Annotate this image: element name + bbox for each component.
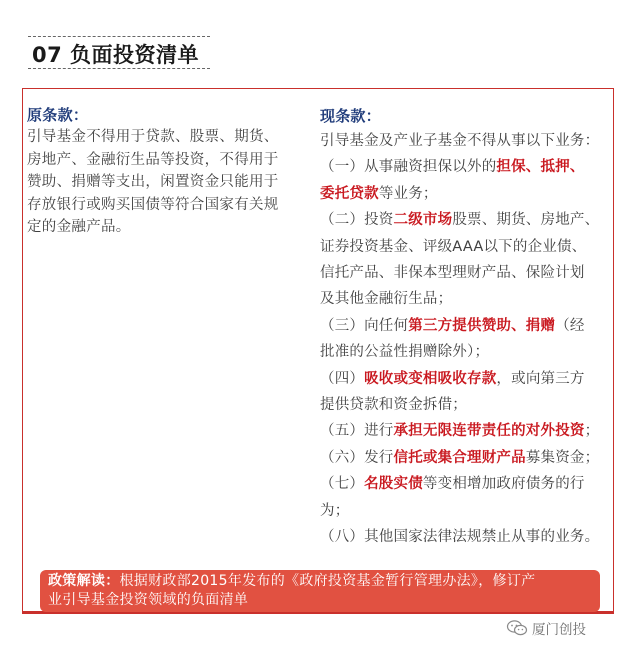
title-top-rule [28,36,210,37]
highlight-text: 担保、抵押、 [496,159,585,176]
highlight-text: 承担无限连带责任的对外投资 [393,423,585,440]
card-bottom-rule [22,612,614,614]
policy-text: 根据财政部2015年发布的《政府投资基金暂行管理办法》，修订产 [119,573,536,589]
clause-item-2-cont: 证券投资基金、评级AAA以下的企业债、 [320,238,587,255]
highlight-text: 名股实债 [364,476,423,493]
original-clause-line: 房地产、金融衍生品等投资，不得用于 [27,151,279,168]
clause-item-2-cont: 信托产品、非保本型理财产品、保险计划 [320,265,585,282]
current-clause-heading: 现条款： [320,107,381,125]
clause-item-7 [320,471,620,497]
item-text: （一）从事融资担保以外的 [320,159,497,176]
item-text: （六）发行 [320,449,394,466]
clause-item-4-cont: 提供贷款和资金拆借； [320,397,467,414]
clause-item-8: （八）其他国家法律法规禁止从事的业务。 [320,529,600,546]
original-clause-line: 定的金融产品。 [27,219,131,236]
clause-item-3-cont: 批准的公益性捐赠除外）； [320,344,490,361]
clause-item-2 [320,207,620,233]
clause-item-1-cont [320,181,620,207]
original-clause-line: 存放银行或购买国债等符合国家有关规 [27,196,279,213]
item-text: （二）投资 [320,212,394,229]
clause-item-7-cont: 为； [320,502,350,519]
policy-line-2: 业引导基金投资领域的负面清单 [48,592,249,608]
item-text: 等变相增加政府债务的行 [422,476,585,493]
highlight-text: 二级市场 [393,212,453,229]
original-clause-heading: 原条款： [27,106,89,124]
original-clause-line: 引导基金不得用于贷款、股票、期货、 [27,129,279,146]
original-clause-column [27,104,317,238]
clause-item-4 [320,366,620,392]
highlight-text: 吸收或变相吸收存款 [364,370,497,387]
watermark-text: 厦门创投 [532,622,586,638]
page-title: 07 负面投资清单 [32,43,200,67]
title-bottom-rule [28,68,210,69]
highlight-text: 信托或集合理财产品 [393,449,526,466]
clause-item-2-cont: 及其他金融衍生品； [320,291,453,308]
item-text: 募集资金； [525,449,600,466]
current-clause-intro: 引导基金及产业子基金不得从事以下业务： [320,133,600,149]
item-text: （三）向任何 [320,317,409,334]
policy-interpretation-banner [40,570,600,612]
item-text: ； [584,423,600,440]
item-text: 等业务； [378,185,438,202]
original-clause-line: 赞助、捐赠等支出，闲置资金只能用于 [27,174,279,191]
clause-item-3 [320,313,620,339]
item-text: ，或向第三方 [496,370,585,387]
wechat-icon [506,619,528,637]
clause-item-6 [320,445,620,471]
clause-item-1 [320,154,620,180]
item-text: （五）进行 [320,423,394,440]
item-text: 股票、期货、房地产、 [452,212,600,229]
item-text: （经 [555,317,585,334]
policy-line-1 [48,572,594,591]
clause-item-5 [320,418,620,444]
current-clause-column [320,104,620,551]
highlight-text: 第三方提供赞助、捐赠 [408,317,556,334]
watermark [506,616,586,640]
item-text: （四） [320,370,365,387]
highlight-text: 委托贷款 [320,185,379,202]
policy-label: 政策解读： [48,573,120,589]
item-text: （七） [320,476,365,493]
